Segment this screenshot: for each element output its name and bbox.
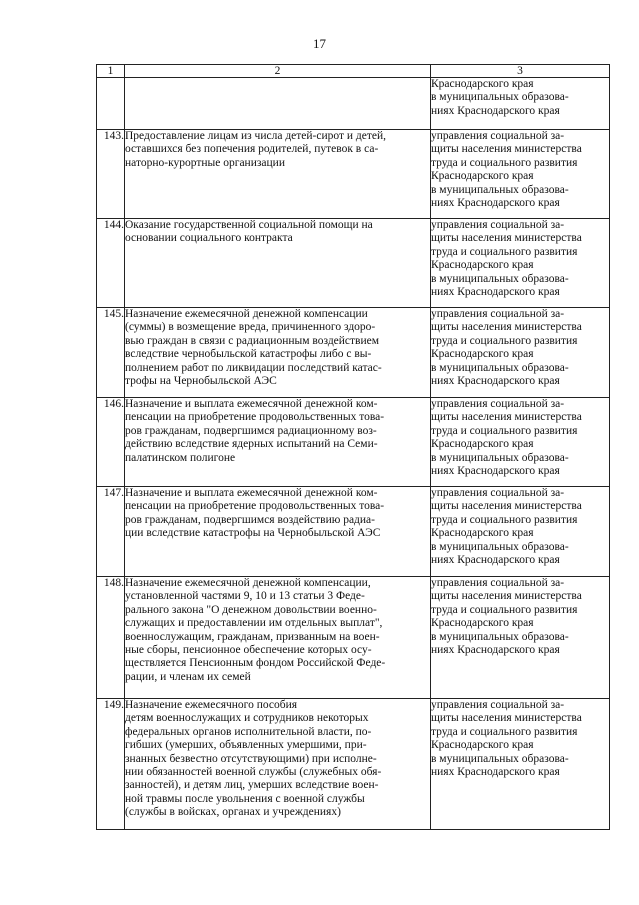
service-description: Предоставление лицам из числа детей-сирот и детей, оставшихся без попечения родителей, путевок в са- наторно-курортные организации (125, 130, 431, 219)
row-number: 144. (97, 219, 125, 308)
table-row (97, 308, 610, 398)
row-number: 147. (97, 487, 125, 577)
row-number: 146. (97, 398, 125, 487)
table-row (97, 78, 610, 130)
row-number: 148. (97, 577, 125, 699)
page-number: 17 (313, 36, 326, 51)
service-description: Назначение ежемесячной денежной компенсации (суммы) в возмещение вреда, причиненного здоро- вью граждан в связи с радиационным воздействием вследствие чернобыльской катастрофы либо с вы- полнением работ по ликвидации последствий катас- трофы на Чернобыльской АЭС (125, 308, 431, 398)
table-row (97, 487, 610, 577)
table-row (97, 219, 610, 308)
service-description: Назначение ежемесячного пособия детям военнослужащих и сотрудников некоторых федеральных органов исполнительной власти, по- гибших (умерших, объявленных умершими, при- знанных безвестно отсутствующими) при исполне- нии обязанностей военной службы (служебных обя- занностей), и детям лиц, умерших вследствие воен- ной травмы после увольнения с военной службы (службы в войсках, органах и учреждениях) (125, 699, 431, 830)
service-description: Оказание государственной социальной помощи на основании социального контракта (125, 219, 431, 308)
table-header (97, 65, 610, 78)
responsible-authority: управления социальной за- щиты населения министерства труда и социального развития Краснодарского края в муниципальных образова- ниях Краснодарского края (431, 398, 610, 487)
responsible-authority: управления социальной за- щиты населения министерства труда и социального развития Краснодарского края в муниципальных образова- ниях Краснодарского края (431, 699, 610, 830)
row-number: 149. (97, 699, 125, 830)
service-description (125, 78, 431, 130)
header-col-3: 3 (431, 65, 610, 78)
table-body (97, 78, 610, 830)
header-col-1: 1 (97, 65, 125, 78)
service-description: Назначение ежемесячной денежной компенсации, установленной частями 9, 10 и 13 статьи 3 Феде- рального закона "О денежном довольствии военно- служащих и предоставлении им отдельных выплат", военнослужащим, гражданам, призванным на воен- ные сборы, пенсионное обеспечение которых осу- ществляется Пенсионным фондом Российской Феде- рации, и членам их семей (125, 577, 431, 699)
table-row (97, 130, 610, 219)
row-number: 145. (97, 308, 125, 398)
service-description: Назначение и выплата ежемесячной денежной ком- пенсации на приобретение продовольственных това- ров гражданам, подвергшимся воздействию радиа- ции вследствие катастрофы на Чернобыльской АЭС (125, 487, 431, 577)
responsible-authority: управления социальной за- щиты населения министерства труда и социального развития Краснодарского края в муниципальных образова- ниях Краснодарского края (431, 308, 610, 398)
table-row (97, 398, 610, 487)
responsible-authority: Краснодарского края в муниципальных образова- ниях Краснодарского края (431, 78, 610, 130)
row-number (97, 78, 125, 130)
responsible-authority: управления социальной за- щиты населения министерства труда и социального развития Краснодарского края в муниципальных образова- ниях Краснодарского края (431, 487, 610, 577)
responsible-authority: управления социальной за- щиты населения министерства труда и социального развития Краснодарского края в муниципальных образова- ниях Краснодарского края (431, 219, 610, 308)
table-row (97, 699, 610, 830)
service-description: Назначение и выплата ежемесячной денежной ком- пенсации на приобретение продовольственных това- ров гражданам, подвергшимся радиационному воз- действию вследствие ядерных испытаний на Семи- палатинском полигоне (125, 398, 431, 487)
responsible-authority: управления социальной за- щиты населения министерства труда и социального развития Краснодарского края в муниципальных образова- ниях Краснодарского края (431, 130, 610, 219)
responsible-authority: управления социальной за- щиты населения министерства труда и социального развития Краснодарского края в муниципальных образова- ниях Краснодарского края (431, 577, 610, 699)
header-col-2: 2 (125, 65, 431, 78)
row-number: 143. (97, 130, 125, 219)
table-row (97, 577, 610, 699)
services-table (96, 64, 610, 830)
